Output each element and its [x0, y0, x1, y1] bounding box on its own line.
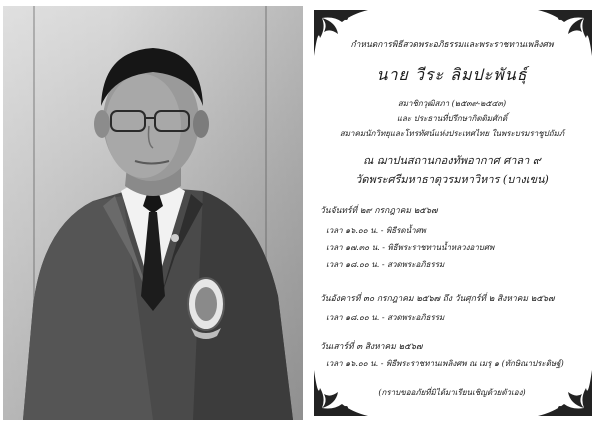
schedule-date: วันจันทร์ที่ ๒๙ กรกฎาคม ๒๕๖๗: [320, 206, 438, 216]
schedule-item: เวลา ๑๘.๐๐ น. - สวดพระอภิธรรม: [326, 260, 445, 269]
apology-footer: (กราบขออภัยที่มิได้มาเรียนเชิญด้วยตัวเอง): [378, 388, 526, 397]
schedule-item: เวลา ๑๖.๐๐ น. - พิธีรดน้ำศพ: [326, 226, 426, 235]
schedule-item: เวลา ๑๘.๐๐ น. - สวดพระอภิธรรม: [326, 313, 445, 322]
position-line-3: สมาคมนักวิทยุและโทรทัศน์แห่งประเทศไทย ในพระบรมราชูปถัมภ์: [339, 129, 565, 138]
position-line-1: สมาชิกวุฒิสภา (๒๕๓๙-๒๕๔๓): [397, 99, 507, 108]
position-line-2: และ ประธานที่ปรึกษากิตติมศักดิ์: [396, 114, 508, 123]
corner-ornament-icon: [312, 8, 370, 58]
portrait-figure: [3, 6, 303, 420]
deceased-name: นาย วีระ ลิมปะพันธุ์: [376, 65, 528, 84]
schedule-item: เวลา ๑๖.๐๐ น. - พิธีพระราชทานเพลิงศพ ณ เมรุ ๑ (ทักษิณาประดิษฐ์): [326, 359, 564, 368]
schedule-item: เวลา ๑๗.๓๐ น. - พิธีพระราชทานน้ำหลวงอาบศพ: [326, 243, 495, 252]
venue-line-2: วัดพระศรีมหาธาตุวรมหาวิหาร (บางเขน): [355, 173, 549, 186]
invitation-heading: กำหนดการพิธีสวดพระอภิธรรมและพระราชทานเพลิงศพ: [350, 40, 554, 50]
schedule-date: วันอังคารที่ ๓๐ กรกฎาคม ๒๕๖๗ ถึง วันศุกร์ที่ ๒ สิงหาคม ๒๕๖๗: [320, 294, 555, 304]
invitation-card: [306, 4, 598, 420]
portrait-photo: [3, 6, 303, 420]
schedule-date: วันเสาร์ที่ ๓ สิงหาคม ๒๕๖๗: [320, 342, 423, 352]
corner-ornament-icon: [536, 8, 594, 58]
venue-line-1: ณ ฌาปนสถานกองทัพอากาศ ศาลา ๙: [363, 154, 541, 167]
